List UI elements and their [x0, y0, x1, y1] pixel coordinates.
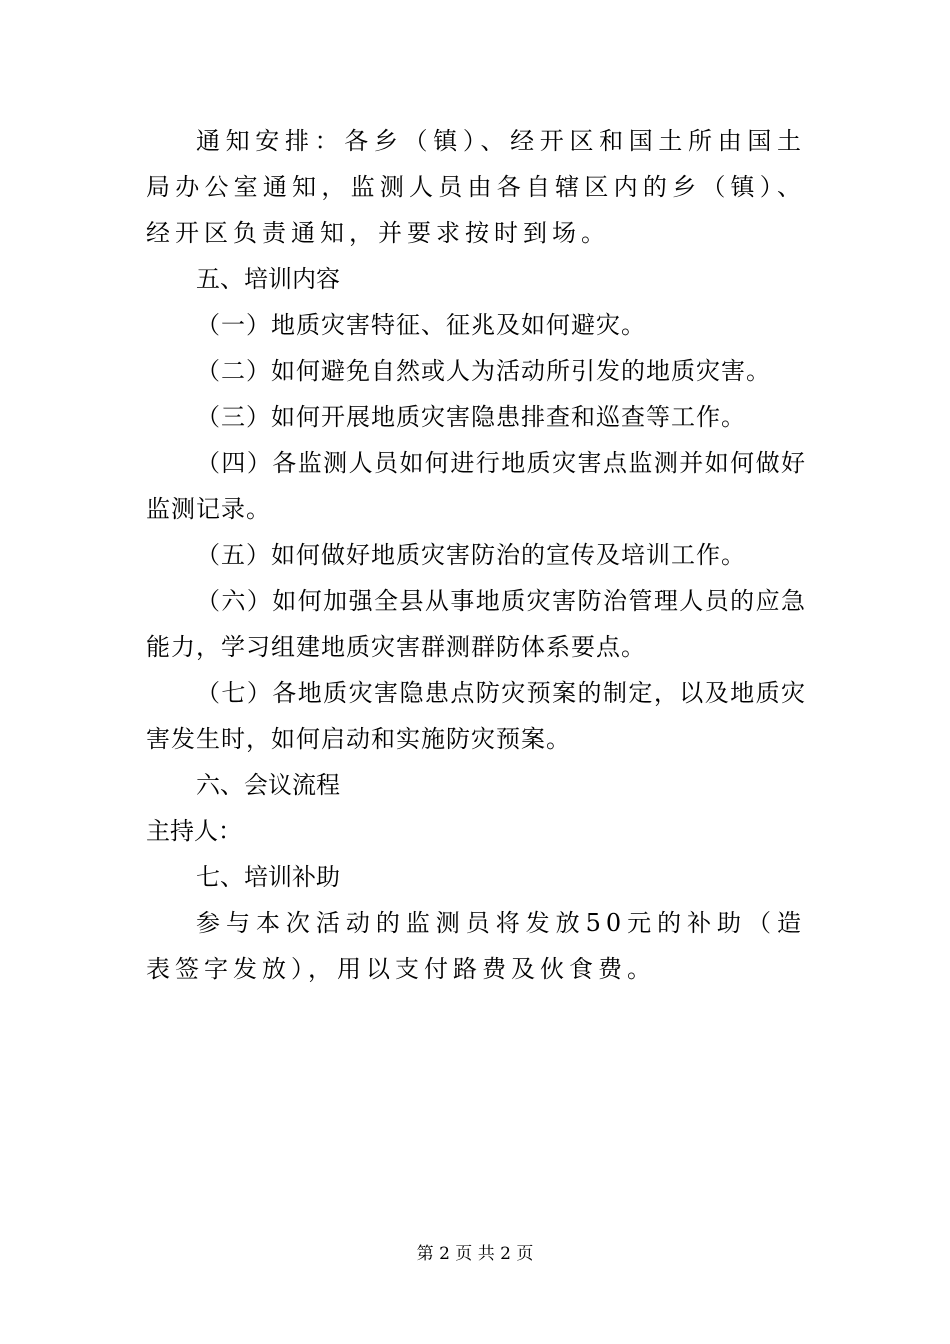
- page-number-footer: 第 2 页 共 2 页: [416, 1244, 534, 1264]
- training-item-7: （七）各地质灾害隐患点防灾预案的制定，以及地质灾害发生时，如何启动和实施防灾预案。: [146, 679, 806, 753]
- training-item-5: （五）如何做好地质灾害防治的宣传及培训工作。: [196, 541, 746, 569]
- training-item-3: （三）如何开展地质灾害隐患排查和巡查等工作。: [196, 403, 746, 431]
- training-item-6: （六）如何加强全县从事地质灾害防治管理人员的应急能力，学习组建地质灾害群测群防体系要点。: [146, 587, 806, 661]
- subsidy-paragraph: 参与本次活动的监测员将发放50元的补助（造表签字发放），用以支付路费及伙食费。: [146, 909, 806, 983]
- training-item-4: （四）各监测人员如何进行地质灾害点监测并如何做好监测记录。: [146, 449, 806, 523]
- section-heading-training-content: 五、培训内容: [196, 265, 340, 293]
- training-item-1: （一）地质灾害特征、征兆及如何避灾。: [196, 311, 646, 339]
- document-body: [146, 118, 806, 992]
- section-heading-training-subsidy: 七、培训补助: [196, 863, 340, 891]
- training-item-2: （二）如何避免自然或人为活动所引发的地质灾害。: [196, 357, 771, 385]
- section-heading-meeting-process: 六、会议流程: [196, 771, 340, 799]
- host-label: 主持人：: [146, 817, 242, 845]
- notice-arrangement-paragraph: 通知安排：各乡（镇）、经开区和国土所由国土局办公室通知，监测人员由各自辖区内的乡（镇）、经开区负责通知，并要求按时到场。: [146, 127, 806, 247]
